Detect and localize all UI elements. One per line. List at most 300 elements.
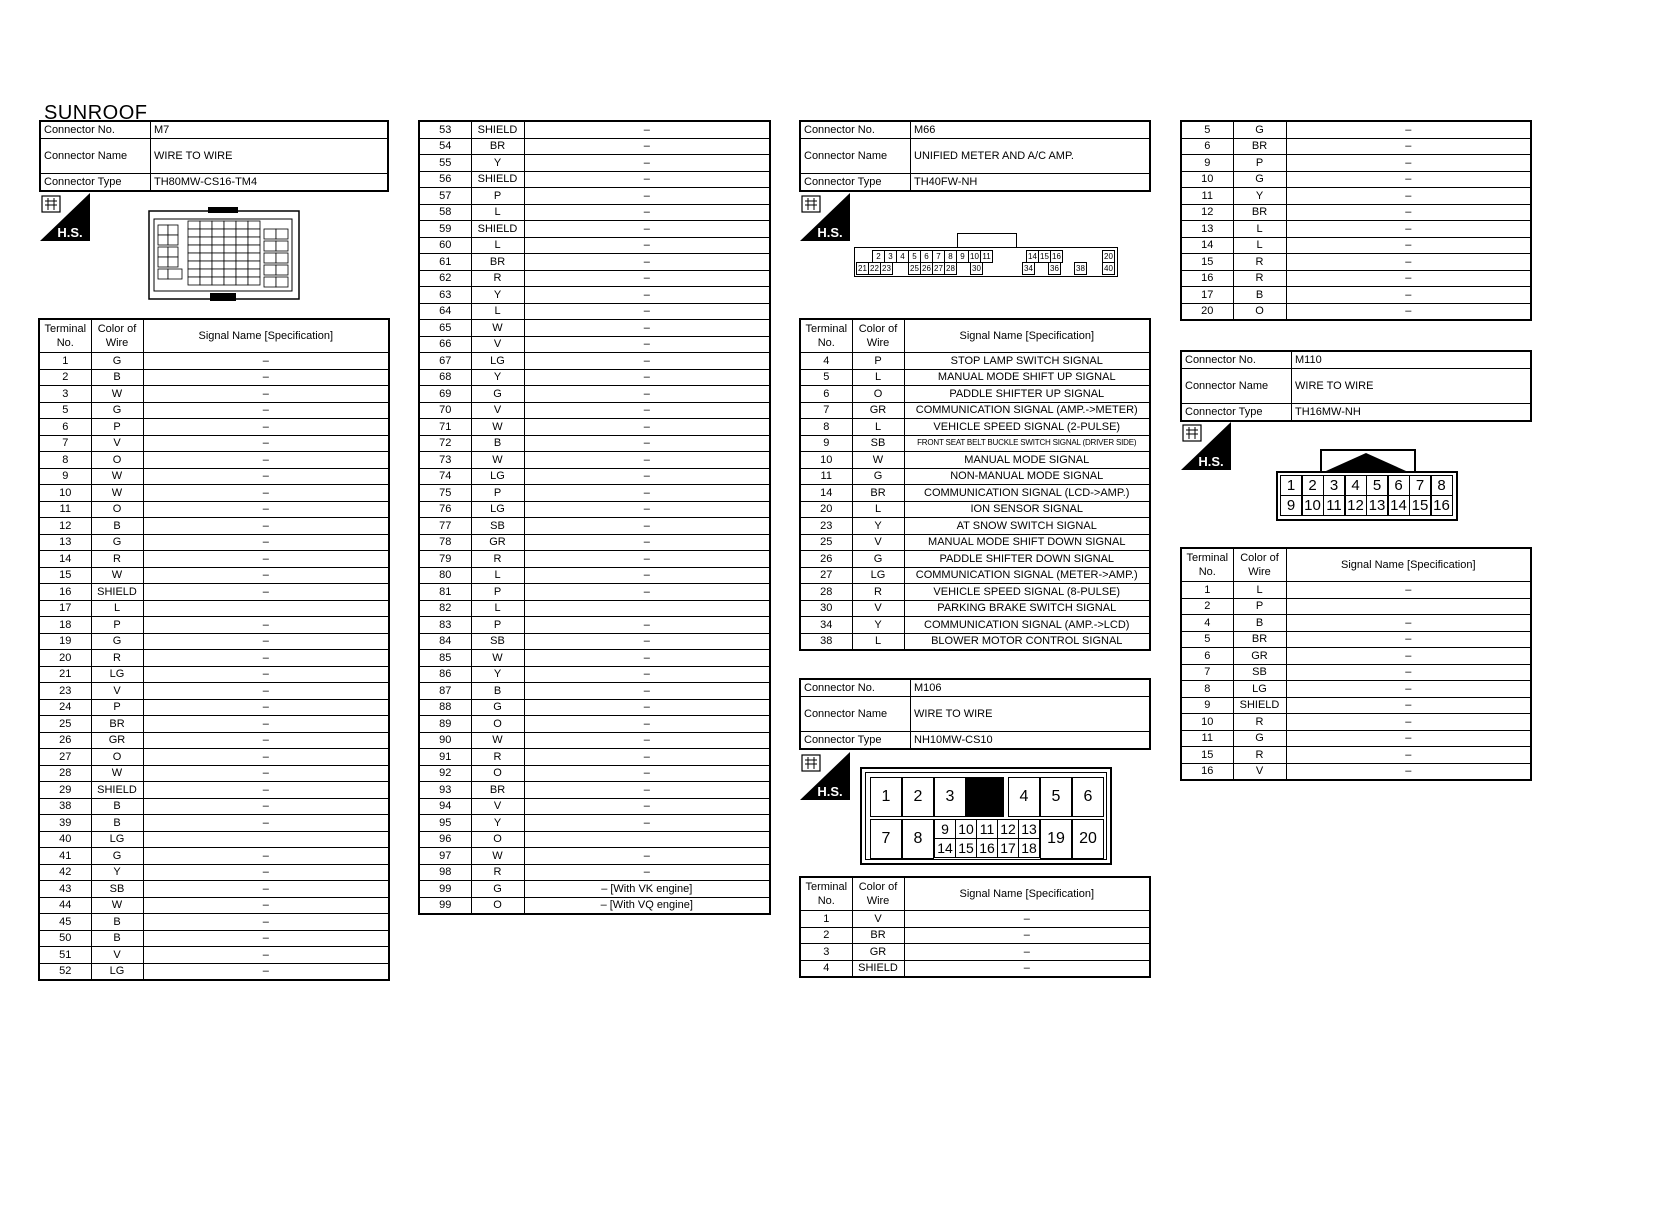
hs-harness-side-icon (800, 752, 850, 800)
wire-color-cell: BR (852, 927, 904, 944)
connector-no-value: M66 (911, 121, 1151, 139)
table-row (1181, 598, 1531, 615)
table-row (800, 567, 1150, 584)
wire-color-cell: L (91, 600, 143, 617)
terminal-no-cell: 1 (800, 911, 852, 928)
signal-name-cell: – (1286, 730, 1531, 747)
wire-color-cell: V (852, 600, 904, 617)
terminal-no-cell: 11 (1181, 730, 1233, 747)
table-row (39, 864, 389, 881)
table-row (419, 221, 770, 238)
signal-name-cell: – (143, 914, 389, 931)
wire-color-cell: B (471, 435, 524, 452)
terminal-no-cell: 69 (419, 386, 471, 403)
table-row (1181, 204, 1531, 221)
terminal-no-cell: 28 (800, 584, 852, 601)
table-row (1181, 714, 1531, 731)
signal-name-cell: – (143, 666, 389, 683)
table-row (419, 897, 770, 914)
wire-color-cell: B (91, 798, 143, 815)
connector-type-label: Connector Type (800, 174, 911, 192)
hs-label: H.S. (817, 225, 843, 240)
wire-color-cell: V (91, 435, 143, 452)
table-row (39, 353, 389, 370)
terminal-no-header: Terminal No. (1181, 548, 1233, 582)
m110-info-table (1180, 350, 1532, 422)
terminal-no-cell: 29 (39, 782, 91, 799)
wire-color-cell: P (471, 617, 524, 634)
table-row (419, 815, 770, 832)
table-row (800, 534, 1150, 551)
wire-color-cell: V (852, 534, 904, 551)
terminal-no-cell: 30 (800, 600, 852, 617)
connector-pin: 3 (934, 777, 966, 817)
table-row (1181, 155, 1531, 172)
connector-name-value: WIRE TO WIRE (151, 139, 389, 174)
terminal-no-cell: 14 (1181, 237, 1233, 254)
connector-pin: 9 (934, 819, 956, 839)
connector-pin: 38 (1074, 262, 1087, 275)
table-row (419, 699, 770, 716)
signal-name-cell (143, 831, 389, 848)
terminal-no-cell: 26 (39, 732, 91, 749)
table-row (419, 518, 770, 535)
wire-color-cell: V (852, 911, 904, 928)
table-row (1181, 138, 1531, 155)
wire-color-cell: R (1233, 270, 1286, 287)
table-row (419, 237, 770, 254)
connector-pin: 17 (997, 838, 1019, 858)
connector-type-label: Connector Type (1181, 404, 1292, 422)
signal-name-cell: – (1286, 303, 1531, 320)
terminal-no-cell: 64 (419, 303, 471, 320)
terminal-no-cell: 95 (419, 815, 471, 832)
wire-color-cell: G (91, 402, 143, 419)
table-row (39, 963, 389, 980)
signal-name-cell: MANUAL MODE SIGNAL (904, 452, 1150, 469)
signal-name-cell: MANUAL MODE SHIFT DOWN SIGNAL (904, 534, 1150, 551)
m66-info-table (799, 120, 1151, 192)
wire-color-cell: LG (471, 353, 524, 370)
table-row (39, 485, 389, 502)
wire-color-cell: Y (852, 518, 904, 535)
connector-pin: 6 (1388, 475, 1410, 496)
m110-connector-diagram (1276, 449, 1458, 521)
signal-name-cell: – (524, 435, 770, 452)
signal-name-header: Signal Name [Specification] (143, 319, 389, 353)
table-row (419, 584, 770, 601)
signal-name-cell: – (143, 584, 389, 601)
table-row (419, 435, 770, 452)
connector-type-value: TH80MW-CS16-TM4 (151, 174, 389, 192)
connector-pin: 36 (1048, 262, 1061, 275)
table-row (39, 534, 389, 551)
terminal-no-cell: 87 (419, 683, 471, 700)
signal-name-cell: – (1286, 138, 1531, 155)
wire-color-cell: LG (852, 567, 904, 584)
wire-color-cell: BR (1233, 631, 1286, 648)
connector-pin: 2 (902, 777, 934, 817)
wire-color-cell: Y (471, 369, 524, 386)
wire-color-cell: BR (471, 782, 524, 799)
wire-color-cell: GR (1233, 648, 1286, 665)
terminal-no-cell: 10 (1181, 714, 1233, 731)
terminal-no-cell: 1 (1181, 582, 1233, 599)
connector-no-label: Connector No. (800, 679, 911, 697)
wire-color-cell: LG (91, 831, 143, 848)
wire-color-cell: R (91, 551, 143, 568)
wire-color-cell: V (1233, 763, 1286, 780)
terminal-no-cell: 78 (419, 534, 471, 551)
terminal-no-cell: 5 (39, 402, 91, 419)
table-row (800, 911, 1150, 928)
table-row (800, 402, 1150, 419)
connector-name-label: Connector Name (1181, 369, 1292, 404)
connector-name-value: WIRE TO WIRE (911, 697, 1151, 732)
terminal-no-cell: 20 (800, 501, 852, 518)
wire-color-cell: L (471, 600, 524, 617)
signal-name-cell: NON-MANUAL MODE SIGNAL (904, 468, 1150, 485)
table-row (419, 419, 770, 436)
signal-name-cell (524, 831, 770, 848)
signal-name-cell: – (524, 798, 770, 815)
wire-color-cell: P (91, 419, 143, 436)
terminal-no-cell: 6 (39, 419, 91, 436)
table-row (1181, 188, 1531, 205)
wire-color-cell: O (91, 452, 143, 469)
table-row (39, 765, 389, 782)
terminal-no-cell: 68 (419, 369, 471, 386)
terminal-no-cell: 16 (39, 584, 91, 601)
wire-color-cell: O (91, 501, 143, 518)
wire-color-cell: O (1233, 303, 1286, 320)
wire-color-cell: L (852, 419, 904, 436)
table-row (39, 666, 389, 683)
m7-info-table (39, 120, 389, 192)
terminal-no-cell: 5 (1181, 121, 1233, 138)
signal-name-cell: – (524, 270, 770, 287)
wire-color-cell: G (471, 699, 524, 716)
signal-name-cell: – (143, 633, 389, 650)
wire-color-cell: O (471, 765, 524, 782)
table-row (39, 930, 389, 947)
wire-color-cell: B (91, 815, 143, 832)
wire-color-cell: SHIELD (471, 221, 524, 238)
connector-pin: 9 (1280, 495, 1302, 516)
terminal-no-cell: 63 (419, 287, 471, 304)
signal-name-cell: – (524, 732, 770, 749)
terminal-no-cell: 96 (419, 831, 471, 848)
terminal-no-cell: 94 (419, 798, 471, 815)
terminal-no-cell: 38 (800, 633, 852, 650)
signal-name-cell: – (524, 452, 770, 469)
table-row (419, 402, 770, 419)
connector-pin: 11 (980, 250, 993, 263)
signal-name-header: Signal Name [Specification] (1286, 548, 1531, 582)
table-row (800, 485, 1150, 502)
wire-color-cell: P (471, 485, 524, 502)
table-row (1181, 237, 1531, 254)
table-row (800, 386, 1150, 403)
signal-name-cell: – (143, 551, 389, 568)
table-row (39, 881, 389, 898)
connector-no-label: Connector No. (800, 121, 911, 139)
table-row (419, 254, 770, 271)
table-row (1181, 287, 1531, 304)
table-row (1181, 697, 1531, 714)
signal-name-cell: – (1286, 155, 1531, 172)
table-row (419, 270, 770, 287)
table-row (419, 798, 770, 815)
connector-pin: 15 (955, 838, 977, 858)
terminal-no-cell: 25 (39, 716, 91, 733)
signal-name-cell: – (1286, 747, 1531, 764)
table-row (1181, 582, 1531, 599)
wire-color-cell: L (471, 303, 524, 320)
terminal-no-cell: 73 (419, 452, 471, 469)
connector-pin: 9 (956, 250, 969, 263)
terminal-no-cell: 85 (419, 650, 471, 667)
table-row (39, 798, 389, 815)
terminal-no-cell: 55 (419, 155, 471, 172)
table-row (1181, 664, 1531, 681)
wire-color-cell: G (91, 633, 143, 650)
connector-pin: 7 (870, 819, 902, 859)
signal-name-cell: PADDLE SHIFTER UP SIGNAL (904, 386, 1150, 403)
table-row (39, 617, 389, 634)
wire-color-cell: P (471, 584, 524, 601)
table-row (800, 927, 1150, 944)
table-row (1181, 763, 1531, 780)
table-row (39, 897, 389, 914)
signal-name-cell: – (143, 897, 389, 914)
terminal-no-header: Terminal No. (800, 319, 852, 353)
table-row (39, 551, 389, 568)
signal-name-cell: – (524, 864, 770, 881)
table-row (419, 188, 770, 205)
wire-color-cell: G (91, 534, 143, 551)
wire-color-cell: GR (852, 944, 904, 961)
table-row (1181, 254, 1531, 271)
signal-name-cell: – (524, 848, 770, 865)
terminal-no-cell: 80 (419, 567, 471, 584)
terminal-no-cell: 76 (419, 501, 471, 518)
terminal-no-cell: 10 (39, 485, 91, 502)
m106-info-table (799, 678, 1151, 750)
connector-pin: 12 (1345, 495, 1367, 516)
connector-no-label: Connector No. (1181, 351, 1292, 369)
connector-pin: 14 (1026, 250, 1039, 263)
wire-color-cell: R (471, 551, 524, 568)
signal-name-cell: – (524, 171, 770, 188)
hs-label: H.S. (1198, 454, 1224, 469)
terminal-no-cell: 77 (419, 518, 471, 535)
table-row (39, 848, 389, 865)
signal-name-cell: – (1286, 121, 1531, 138)
wire-color-cell: R (91, 650, 143, 667)
wire-color-cell: BR (852, 485, 904, 502)
table-row (419, 666, 770, 683)
signal-name-cell: COMMUNICATION SIGNAL (LCD->AMP.) (904, 485, 1150, 502)
signal-name-cell: – (524, 369, 770, 386)
terminal-no-cell: 42 (39, 864, 91, 881)
table-row (419, 683, 770, 700)
table-row (419, 831, 770, 848)
wire-color-cell: W (91, 897, 143, 914)
signal-name-cell: – (143, 534, 389, 551)
connector-pin: 16 (976, 838, 998, 858)
table-row (39, 501, 389, 518)
connector-pin: 20 (1072, 819, 1104, 859)
signal-name-cell: – (143, 501, 389, 518)
connector-type-label: Connector Type (800, 732, 911, 750)
terminal-no-cell: 11 (800, 468, 852, 485)
signal-name-cell: – (524, 765, 770, 782)
table-row (419, 534, 770, 551)
color-of-wire-header: Color of Wire (852, 319, 904, 353)
table-row (800, 419, 1150, 436)
wire-color-cell: R (471, 749, 524, 766)
terminal-no-cell: 3 (39, 386, 91, 403)
wire-color-cell: BR (91, 716, 143, 733)
terminal-no-cell: 58 (419, 204, 471, 221)
connector-pin: 14 (934, 838, 956, 858)
signal-name-cell: – (904, 911, 1150, 928)
connector-pin: 3 (1323, 475, 1345, 496)
terminal-no-cell: 14 (800, 485, 852, 502)
connector-type-value: TH40FW-NH (911, 174, 1151, 192)
signal-name-cell: PARKING BRAKE SWITCH SIGNAL (904, 600, 1150, 617)
connector-pin: 1 (1280, 475, 1302, 496)
terminal-no-cell: 8 (800, 419, 852, 436)
signal-name-cell: – (1286, 681, 1531, 698)
connector-pin: 5 (1040, 777, 1072, 817)
terminal-no-cell: 18 (39, 617, 91, 634)
wire-color-cell: L (852, 369, 904, 386)
terminal-no-cell: 21 (39, 666, 91, 683)
connector-pin: 14 (1388, 495, 1410, 516)
m7-terminal-table-continued (418, 120, 771, 915)
signal-name-cell: – (143, 963, 389, 980)
wire-color-cell: W (852, 452, 904, 469)
connector-pin: 8 (944, 250, 957, 263)
connector-pin: 13 (1018, 819, 1040, 839)
connector-pin: 30 (970, 262, 983, 275)
wire-color-cell: LG (91, 963, 143, 980)
connector-pin: 18 (1018, 838, 1040, 858)
table-row (1181, 171, 1531, 188)
wire-color-cell: Y (471, 666, 524, 683)
signal-name-cell: – (1286, 171, 1531, 188)
signal-name-cell: – (524, 716, 770, 733)
table-row (39, 584, 389, 601)
page-title: SUNROOF (44, 102, 148, 124)
wire-color-cell: G (852, 468, 904, 485)
signal-name-cell: – (524, 188, 770, 205)
wire-color-cell: SHIELD (91, 782, 143, 799)
hs-harness-side-icon (800, 193, 850, 241)
signal-name-cell: – (524, 419, 770, 436)
terminal-no-cell: 16 (1181, 270, 1233, 287)
signal-name-cell: – (1286, 237, 1531, 254)
terminal-no-cell: 7 (39, 435, 91, 452)
signal-name-cell (1286, 598, 1531, 615)
terminal-no-cell: 25 (800, 534, 852, 551)
table-row (1181, 615, 1531, 632)
connector-no-value: M7 (151, 121, 389, 139)
signal-name-cell: – (524, 221, 770, 238)
signal-name-cell: BLOWER MOTOR CONTROL SIGNAL (904, 633, 1150, 650)
terminal-no-header: Terminal No. (39, 319, 91, 353)
signal-name-cell: – (143, 864, 389, 881)
table-row (39, 749, 389, 766)
wire-color-cell: R (852, 584, 904, 601)
signal-name-cell: – (524, 485, 770, 502)
table-row (39, 947, 389, 964)
signal-name-cell: – (524, 551, 770, 568)
table-row (39, 419, 389, 436)
terminal-no-cell: 40 (39, 831, 91, 848)
signal-name-cell: – (524, 287, 770, 304)
signal-name-cell: – (904, 944, 1150, 961)
connector-pin: 6 (1072, 777, 1104, 817)
table-row (419, 468, 770, 485)
terminal-no-cell: 99 (419, 897, 471, 914)
wire-color-cell: V (91, 947, 143, 964)
terminal-no-cell: 54 (419, 138, 471, 155)
table-row (800, 452, 1150, 469)
table-row (419, 749, 770, 766)
connector-pin: 7 (1409, 475, 1431, 496)
terminal-no-cell: 3 (800, 944, 852, 961)
wire-color-cell: GR (471, 534, 524, 551)
table-row (39, 815, 389, 832)
connector-pin: 5 (908, 250, 921, 263)
connector-name-label: Connector Name (800, 697, 911, 732)
signal-name-cell: – [With VK engine] (524, 881, 770, 898)
wire-color-cell: V (471, 336, 524, 353)
table-row (800, 518, 1150, 535)
signal-name-cell: – (1286, 697, 1531, 714)
terminal-no-cell: 13 (39, 534, 91, 551)
terminal-no-cell: 34 (800, 617, 852, 634)
terminal-no-cell: 1 (39, 353, 91, 370)
terminal-no-cell: 66 (419, 336, 471, 353)
wire-color-cell: BR (471, 138, 524, 155)
signal-name-cell: VEHICLE SPEED SIGNAL (2-PULSE) (904, 419, 1150, 436)
table-row (419, 567, 770, 584)
terminal-no-cell: 60 (419, 237, 471, 254)
signal-name-cell: – (143, 353, 389, 370)
table-row (39, 732, 389, 749)
table-row (39, 567, 389, 584)
terminal-no-cell: 6 (800, 386, 852, 403)
terminal-no-cell: 97 (419, 848, 471, 865)
terminal-no-cell: 81 (419, 584, 471, 601)
connector-name-value: WIRE TO WIRE (1292, 369, 1532, 404)
table-row (419, 600, 770, 617)
signal-name-cell: – (524, 815, 770, 832)
hs-harness-side-icon (40, 193, 90, 241)
wire-color-cell: P (852, 353, 904, 370)
signal-name-cell: – (1286, 582, 1531, 599)
signal-name-cell: – (524, 138, 770, 155)
table-row (800, 960, 1150, 977)
table-row (39, 402, 389, 419)
connector-pin: 40 (1102, 262, 1115, 275)
wire-color-cell: B (471, 683, 524, 700)
wire-color-cell: L (852, 633, 904, 650)
